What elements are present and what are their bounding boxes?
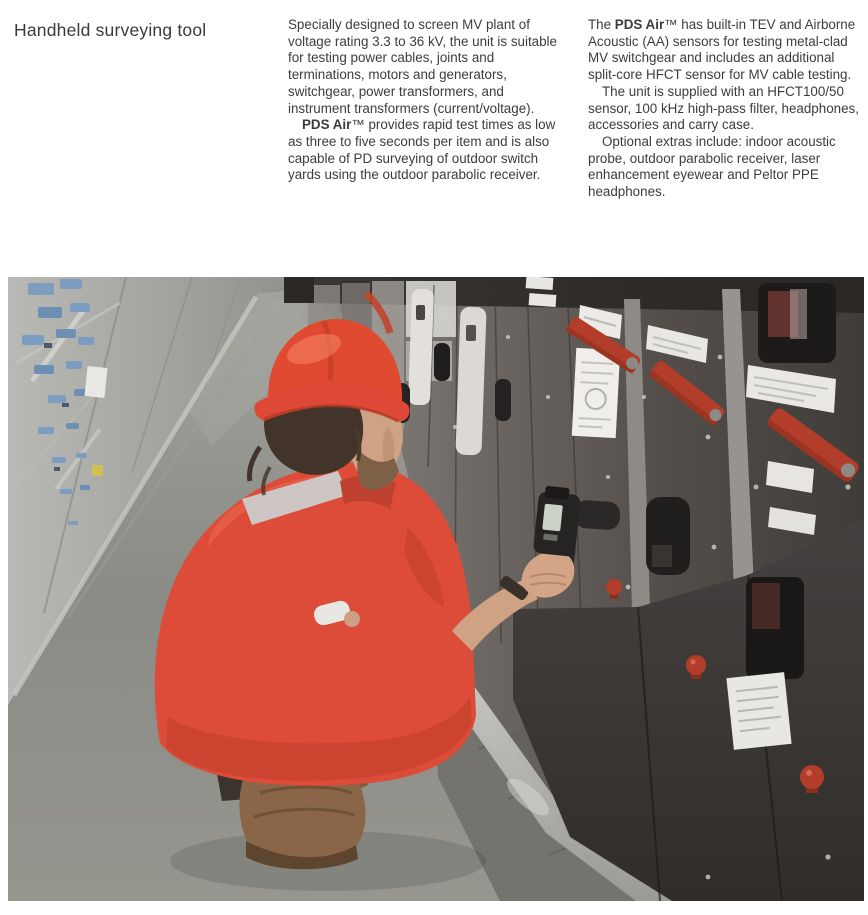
paragraph-text: The unit is supplied with an HFCT100/50 sensor, 100 kHz high-pass filter, headphones, accessories and carry case. [588,83,859,133]
paragraph-text: ™ has built-in TEV and Airborne Acoustic (AA) sensors for testing metal-clad MV switchgear and includes an additional split-core HFCT sensor for MV cable testing. [588,17,856,83]
paragraph-text: The [588,17,615,32]
recessed-handle-pocket [573,499,621,530]
paragraph-text: ™ provides rapid test times as low as three to five seconds per item and is also capable of PD surveying of outdoor switch yards using the outdoor parabolic receiver. [288,117,556,183]
paragraph [588,84,863,134]
field-photo-svg [8,277,864,901]
device-screen [542,504,563,532]
paragraph [588,134,863,201]
intro-column-1 [288,17,563,184]
handheld-device [533,485,582,557]
paragraph [588,17,863,84]
paragraph-text: Optional extras include: indoor acoustic probe, outdoor parabolic receiver, laser enhancement eyewear and Peltor PPE headphones. [588,133,836,200]
cabinet-label [84,366,107,398]
paragraph-text: Specially designed to screen MV plant of voltage rating 3.3 to 36 kV, the unit is suitable for testing power cables, joints and terminations, motors and generators, switchgear, power transformers, and instrument transformers (current/voltage). [288,17,557,116]
door-pull-handle [495,379,511,421]
page-title: Handheld surveying tool [14,20,207,40]
warning-sticker [92,465,103,476]
panel-label [726,672,791,750]
door-pull-handle [434,343,450,381]
product-name-text: PDS Air [614,17,665,32]
paragraph [288,17,563,117]
paragraph [288,117,563,184]
product-name-text: PDS Air [302,117,352,133]
field-photo [8,277,864,901]
intro-column-2 [588,17,863,201]
